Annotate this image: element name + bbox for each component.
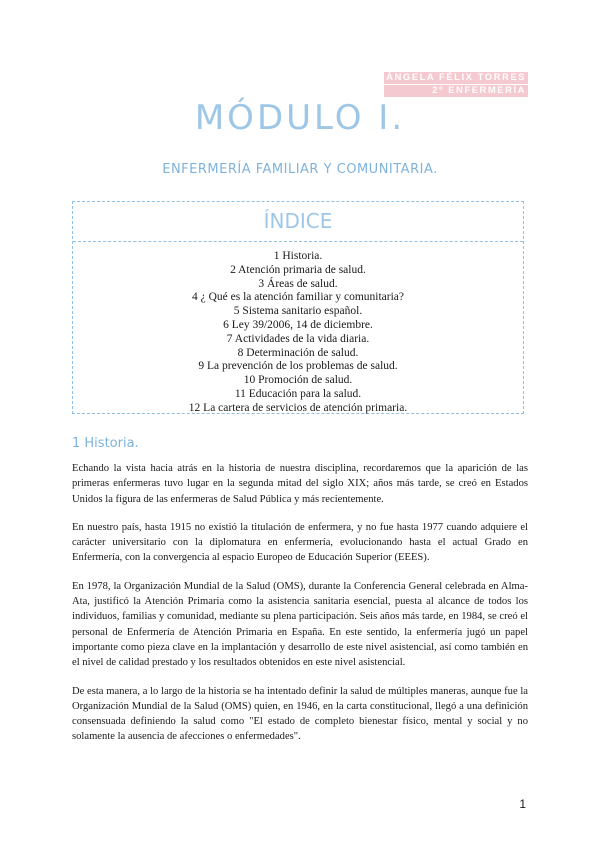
body-text [72,461,528,758]
page-number: 1 [519,797,526,811]
toc-item: 9 La prevención de los problemas de salud. [198,360,398,373]
toc-item: 7 Actividades de la vida diaria. [226,332,370,345]
paragraph: Echando la vista hacia atrás en la historia de nuestra disciplina, recordaremos que la aparición de las primeras enfermeras tuvo lugar en la segunda mitad del siglo XIX; años más tarde, se creó en Estados Unidos la figura de las enfermeras de Salud Pública y más recientemente. [72,463,528,505]
toc-item: 3 Áreas de salud. [258,277,338,290]
toc-item: 6 Ley 39/2006, 14 de diciembre. [223,318,373,331]
toc-item: 11 Educación para la salud. [234,387,362,400]
paragraph: En 1978, la Organización Mundial de la Salud (OMS), durante la Conferencia General celebrada en Alma- Ata, justificó la Atención Primaria como la asistencia sanitaria esencial, puesta al alcance de todos los individuos, familias y comunidad, mediante su plena participación. Seis años más tarde, en 1984, se creó el personal de Enfermería de Atención Primaria en España. En este sentido, la enfermería jugó un papel importante como pieza clave en la implantación y desarrollo de este nivel asistencial, así como también en el nivel de calidad prestado y los resultados obtenidos en este nivel asistencial. [72,580,528,669]
module-subtitle: ENFERMERÍA FAMILIAR Y COMUNITARIA. [162,162,438,177]
toc-title: ÍNDICE [263,209,333,233]
toc-item: 12 La cartera de servicios de atención primaria. [188,401,408,414]
toc-item: 4 ¿ Qué es la atención familiar y comunitaria? [191,291,405,304]
section-heading: 1 Historia. [72,436,139,451]
toc-item: 8 Determinación de salud. [237,346,359,359]
paragraph: En nuestro país, hasta 1915 no existió la titulación de enfermera, y no fue hasta 1977 cuando adquiere el carácter universitario con la diplomatura en enfermería, evolucionando hasta el actual Grado en Enfermería, con la convergencia al espacio Europeo de Educación Superior (EEES). [72,521,528,564]
author-course: 2º ENFERMERÍA [384,85,528,97]
paragraph: De esta manera, a lo largo de la historia se ha intentado definir la salud de múltiples maneras, aunque fue la Organización Mundial de la Salud (OMS) quien, en 1946, en la carta constitucional, llegó a una definición consensuada definiendo la salud como "El estado de completo bienestar físico, mental y social y no solamente la ausencia de afecciones o enfermedades". [72,685,528,743]
toc-item: 1 Historia. [273,250,323,262]
toc-item: 5 Sistema sanitario español. [233,305,363,318]
author-badge [384,72,528,98]
table-of-contents [72,201,524,414]
toc-item: 2 Atención primaria de salud. [230,263,366,276]
author-name: ÁNGELA FÉLIX TORRES [386,72,526,83]
toc-item: 10 Promoción de salud. [243,374,353,387]
toc-divider [73,241,523,242]
module-title: MÓDULO I. [194,98,406,138]
toc-list [73,250,523,416]
